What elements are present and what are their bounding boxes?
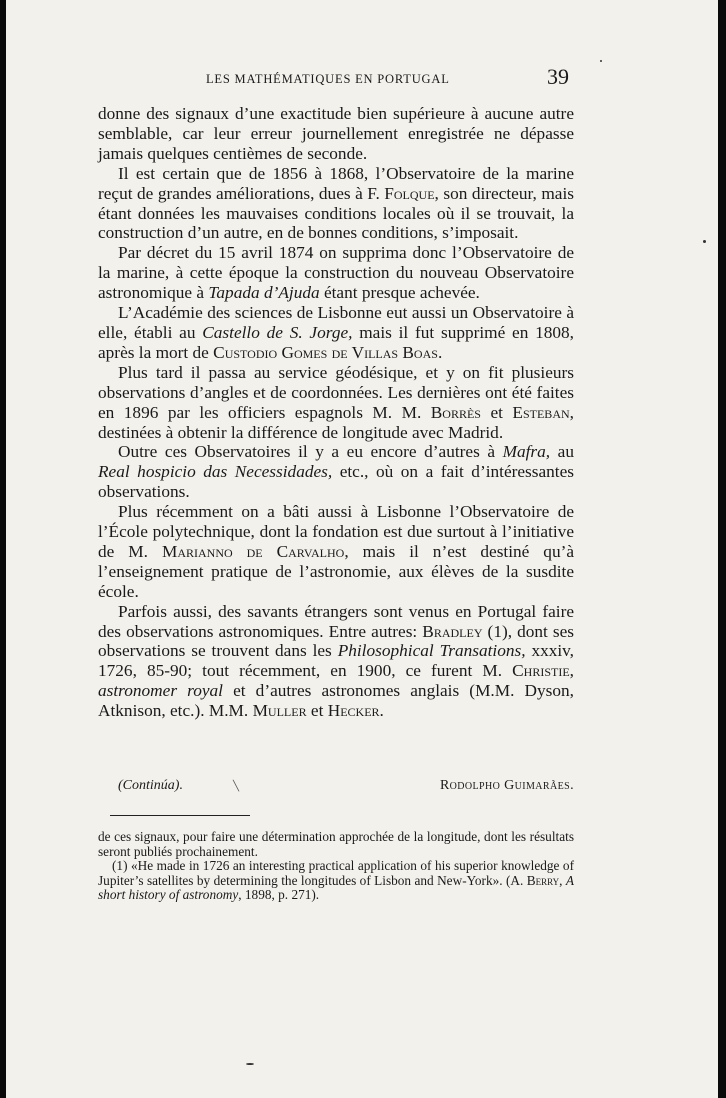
person-name: Berry [526, 872, 560, 888]
paragraph-text: Plus récemment on a bâti aussi à Lisbonne l’Observatoire de l’École polytechnique, dont la fondation est due surtout à l’initiative de M. [98, 502, 574, 561]
footnote-text: , 1898, p. 271). [238, 887, 320, 903]
person-name: Esteban [512, 402, 570, 422]
place-name: Mafra, [502, 442, 551, 462]
place-name: Tapada d’Ajuda [208, 283, 320, 303]
person-name: Custodio Gomes de Villas Boas [213, 342, 438, 362]
page-header [6, 62, 718, 92]
paragraph-text: Par décret du 15 avril 1874 on supprima donc l’Observatoire de la marine, à cette époque la construction du nouveau Observatoire astronomique à [98, 243, 574, 303]
paragraph-text: et d’autres astronomes anglais (M.M. Dyson, Atknison, etc.). M.M. [98, 681, 574, 721]
person-name: Borrès [430, 402, 481, 422]
person-name: Muller [252, 701, 307, 721]
paragraph-text: , son directeur, mais étant données les mauvaises conditions locales où il se trouvait, la construction d’un autre, en de bonnes conditions, s’imposait. [98, 183, 574, 243]
paragraph-text: Plus tard il passa au service géodésique, et y on fit plusieurs observations d’angles et de coordonnées. Les dernières ont été faites en 1896 par les officiers espagnols M. M. [98, 362, 574, 422]
page-number: 39 [547, 64, 569, 89]
paragraph-2 [98, 164, 574, 244]
paragraph-1 [98, 104, 574, 164]
paragraph-text: L’Académie des sciences de Lisbonne eut aussi un Observatoire à elle, établi au [98, 303, 574, 342]
paragraph-text: au [550, 442, 574, 462]
paragraph-3 [98, 243, 574, 303]
paragraph-text: (1), dont ses observations se trouvent dans les [98, 621, 574, 661]
person-name: Folque [384, 183, 435, 203]
signature-line [118, 778, 574, 798]
paragraph-text: . [379, 701, 384, 721]
footnote-divider [110, 815, 250, 816]
paragraph-text: Parfois aussi, des savants étrangers sont venus en Portugal faire des observations astronomiques. Entre autres: [98, 601, 574, 641]
scan-speck-icon [600, 60, 602, 62]
paragraph-text: Outre ces Observatoires il y a eu encore d’autres à [118, 442, 503, 462]
pencil-mark-icon: ╲ [233, 781, 240, 792]
person-name: Bradley [422, 621, 483, 641]
paragraph-text: mais il fut supprimé en 1808, après la mort de [98, 322, 575, 362]
paragraph-6 [98, 442, 574, 502]
person-name: Hecker [327, 701, 380, 721]
paragraph-text: donne des signaux d’une exactitude bien supérieure à aucune autre semblable, car leur erreur journellement enregistrée ne dépasse jamais quelques centièmes de seconde. [98, 104, 574, 163]
footnote-text: de ces signaux, pour faire une détermination approchée de la longitude, dont les résultats seront publiés prochainement. [98, 829, 574, 859]
scan-speck-icon [246, 1063, 254, 1065]
place-name: Real hospicio das Necessidades, [98, 462, 333, 482]
paragraph-7 [98, 502, 574, 602]
continued-note: (Continúa). [118, 778, 183, 793]
place-name: Castello de S. Jorge, [202, 322, 353, 342]
paragraph-text: xxxiv, 1726, 85-90; tout récemment, en 1900, ce furent M. [98, 641, 575, 681]
person-name: Christie [512, 661, 570, 681]
paragraph-text: , mais il n’est destiné qu’à l’enseignement pratique de l’astronomie, aux élèves de la susdite école. [98, 541, 575, 601]
person-name: Marianno de Carvalho [161, 541, 345, 561]
running-title: LES MATHÉMATIQUES EN PORTUGAL [206, 72, 450, 86]
footnotes [98, 830, 574, 903]
footnote-continued [98, 830, 574, 859]
paragraph-text: , [569, 661, 574, 681]
paragraph-4 [98, 303, 574, 363]
paragraph-text: . [437, 342, 443, 362]
paragraph-text: Il est certain que de 1856 à 1868, l’Observatoire de la marine reçut de grandes améliorations, dues à F. [98, 163, 574, 203]
scan-speck-icon [703, 240, 706, 243]
paragraph-text: et [480, 402, 513, 422]
paragraph-5 [98, 363, 574, 443]
paragraph-text: et [306, 701, 328, 721]
scanned-page [6, 0, 718, 1098]
paragraph-8 [98, 602, 574, 721]
honorific-title: astronomer royal [98, 681, 223, 701]
footnote-text: , [559, 872, 566, 888]
paragraph-text: etc., où on a fait d’intéressantes observations. [98, 462, 574, 502]
paragraph-text: , destinées à obtenir la différence de longitude avec Madrid. [98, 402, 574, 442]
body-text [98, 104, 574, 721]
paragraph-text: étant presque achevée. [319, 283, 480, 303]
footnote-1 [98, 859, 574, 903]
book-title: A short history of astronomy [98, 872, 574, 903]
footnote-text: (1) «He made in 1726 an interesting practical application of his superior knowledge of Jupiter’s satellites by determining the longitudes of Lisbon and New-York». (A. [98, 858, 574, 888]
author-signature: Rodolpho Guimarães. [439, 778, 574, 793]
publication-title: Philosophical Transations, [337, 641, 526, 661]
